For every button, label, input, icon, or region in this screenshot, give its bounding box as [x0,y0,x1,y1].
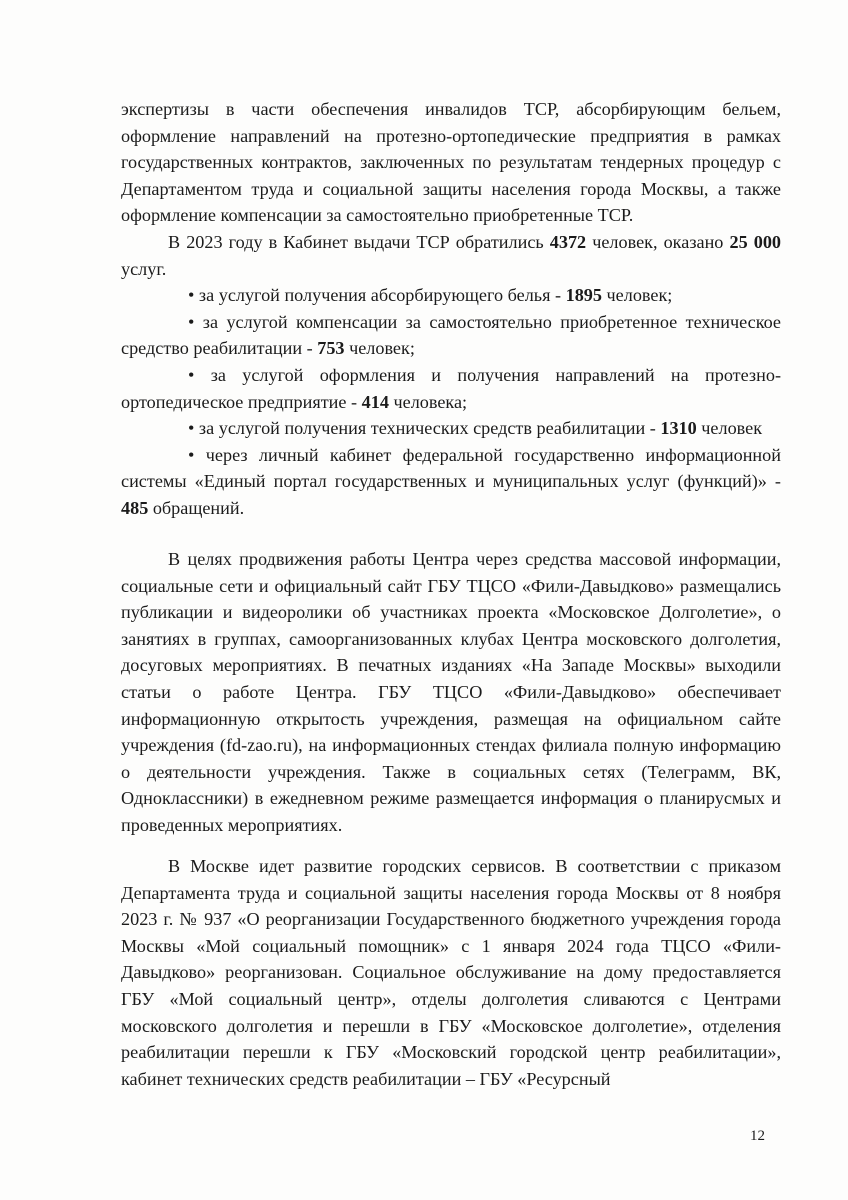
bullet-text: через личный кабинет федеральной государственно информационной системы «Единый портал государственных и муниципальных услуг (функций)» - [121,444,781,492]
bullet-marker: • [188,285,195,306]
bullet-number: 1310 [660,418,697,439]
stats-text-2: человек, оказано [586,231,730,252]
text-block-reorganization [121,853,781,1092]
bullet-text: за услугой получения абсорбирующего белья - [198,285,566,306]
bullet-text: за услугой получения технических средств реабилитации - [198,418,661,439]
paragraph-reorganization: В Москве идет развитие городских сервисов. В соответствии с приказом Департамента труда и социальной защиты населения города Москвы от 8 ноября 2023 г. № 937 «О реорганизации Государственного бюджетного учреждения города Москвы «Мой социальный помощник» с 1 января 2024 года ТЦСО «Фили-Давыдково» реорганизован. Социальное обслуживание на дому предоставляется ГБУ «Мой социальный центр», отделы долголетия сливаются с Центрами московского долголетия и перешли в ГБУ «Московское долголетие», отделения реабилитации перешли к ГБУ «Московский городской центр реабилитации», кабинет технических средств реабилитации – ГБУ «Ресурсный [121,856,781,1089]
bullet-marker: • [188,444,195,465]
bullet-number: 414 [361,391,389,412]
bullet-marker: • [188,418,195,439]
bullet-marker: • [188,364,195,385]
text-block-media-promotion [121,546,781,839]
paragraph-media: В целях продвижения работы Центра через средства массовой информации, социальные сети и официальный сайт ГБУ ТЦСО «Фили-Давыдково» размещались публикации и видеоролики об участниках проекта «Московское Долголетие», о занятиях в группах, самоорганизованных клубах Центра московского долголетия, досуговых мероприятиях. В печатных изданиях «На Западе Москвы» выходили статьи о работе Центра. ГБУ ТЦСО «Фили-Давыдково» обеспечивает информационную открытость учреждения, размещая на официальном сайте учреждения (fd-zao.ru), на информационных стендах филиала полную информацию о деятельности учреждения. Также в социальных сетях (Телеграмм, ВК, Одноклассники) в ежедневном режиме размещается информация о планирусмых и проведенных мероприятиях. [121,549,781,835]
bullet-suffix: человек; [344,338,415,359]
text-block-tsr-services [121,96,781,522]
stats-text-3: услуг. [121,258,167,279]
paragraph-intro: экспертизы в части обеспечения инвалидов ТСР, абсорбирующим бельем, оформление направлений на протезно-ортопедические предприятия в рамках государственных контрактов, заключенных по результатам тендерных процедур с Департаментом труда и социальной защиты населения города Москвы, а также оформление компенсации за самостоятельно приобретенные ТСР. [121,99,781,226]
stats-text-1: В 2023 году в Кабинет выдачи ТСР обратились [168,231,550,252]
bullet-text: за услугой оформления и получения направлений на протезно-ортопедическое предприятие - [121,364,781,412]
bullet-number: 1895 [565,285,602,306]
bullet-marker: • [188,311,195,332]
bullet-suffix: человек [696,418,763,439]
bullet-item [121,309,781,362]
stats-number-people: 4372 [549,231,587,252]
bullet-item [121,362,781,415]
bullet-item [121,415,781,442]
paragraph-stats [121,229,781,282]
bullet-number: 753 [317,338,345,359]
page-number: 12 [750,1128,765,1144]
bullet-text: за услугой компенсации за самостоятельно приобретенное техническое средство реабилитации - [121,311,782,359]
bullet-number: 485 [121,497,149,518]
bullet-suffix: человека; [388,391,468,412]
bullet-suffix: обращений. [148,497,245,518]
bullet-item [121,282,781,309]
bullet-item [121,442,781,522]
bullet-suffix: человек; [601,285,673,306]
stats-number-services: 25 000 [729,231,781,252]
